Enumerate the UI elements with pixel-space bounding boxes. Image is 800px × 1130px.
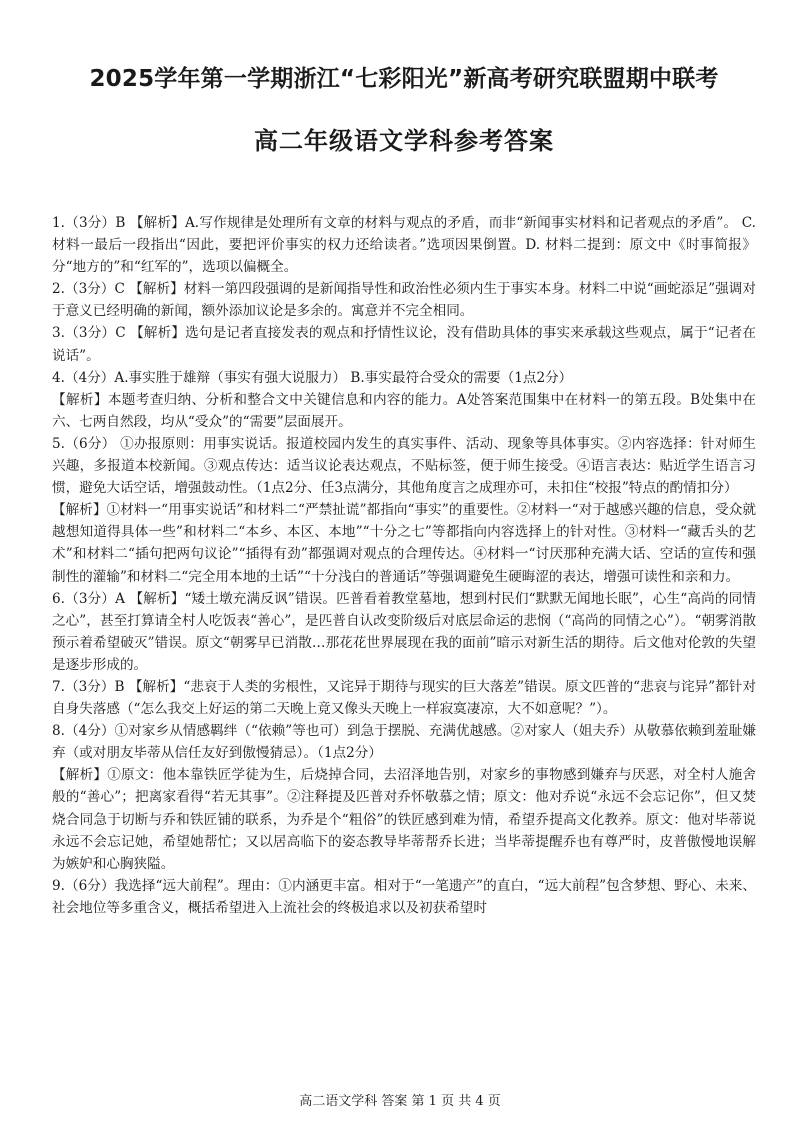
answer-paragraph: 6.（3分）A 【解析】“矮土墩充满反讽”错误。匹普看着教堂墓地，想到村民们“默默无闻地长眠”，心生“高尚的同情之心”，甚至打算请全村人吃饭表“善心”，是匹普自认改变阶级后对底层命运的悲悯（“高尚的同情之心”）。“朝雾消散预示着希望破灭”错误。原文“朝雾早已消散…那花花世界展现在我的面前”暗示对新生活的期待。后文他对伦敦的失望是逐步形成的。 [52, 590, 756, 673]
answer-paragraph: 【解析】①材料一“用事实说话”和材料二“严禁扯谎”都指向“事实”的重要性。②材料一“对于越感兴趣的信息，受众就越想知道得具体一些”和材料二“本乡、本区、本地”“十分之七”等都指向内容选择上的针对性。③材料一“藏舌头的艺术”和材料二“插句把两句议论”“插得有劲”都强调对观点的合理传达。④材料一“讨厌那种充满大话、空话的宣传和强制性的灌输”和材料二“完全用本地的土话”“十分浅白的普通话”等强调避免生硬晦涩的表达，增强可读性和亲和力。 [52, 502, 756, 585]
document-subtitle: 高二年级语文学科参考答案 [254, 127, 554, 155]
answer-list [52, 212, 756, 919]
answer-paragraph: 5.（6分） ①办报原则：用事实说话。报道校园内发生的真实事件、活动、现象等具体事实。②内容选择：针对师生兴趣，多报道本校新闻。③观点传达：适当议论表达观点，不贴标签，便于师生接受。④语言表达：贴近学生语言习惯，避免大话空话，增强鼓动性。（1点2分、任3点满分，其他角度言之成理亦可，未扣住“校报”特点的酌情扣分） [52, 435, 756, 497]
answer-paragraph: 【解析】①原文：他本靠铁匠学徒为生，后烧掉合同，去沼泽地告别，对家乡的事物感到嫌弃与厌恶，对全村人施舍般的“善心”；把离家看得“若无其事”。②注释提及匹普对乔怀敬慕之情；原文：他对乔说“永远不会忘记你”，但又焚烧合同急于切断与乔和铁匠铺的联系，为乔是个“粗俗”的铁匠感到难为情，希望乔提高文化教养。原文：他对毕蒂说永远不会忘记她，希望她帮忙；又以居高临下的姿态教导毕蒂帮乔长进；当毕蒂提醒乔也有尊严时，皮普傲慢地误解为嫉妒和心胸狭隘。 [52, 767, 756, 872]
answer-paragraph: 4.（4分）A.事实胜于雄辩（事实有强大说服力） B.事实最符合受众的需要（1点2分） [52, 369, 573, 386]
answer-paragraph: 【解析】本题考查归纳、分析和整合文中关键信息和内容的能力。A处答案范围集中在材料一的第五段。B处集中在六、七两自然段，均从“受众”的“需要”层面展开。 [52, 391, 756, 430]
answer-paragraph: 3.（3分）C 【解析】选句是记者直接发表的观点和抒情性议论，没有借助具体的事实来承载这些观点，属于“记者在说话”。 [52, 325, 756, 364]
page-footer: 高二语文学科 答案 第 1 页 共 4 页 [299, 1094, 501, 1109]
answer-paragraph: 1.（3分）B 【解析】A.写作规律是处理所有文章的材料与观点的矛盾，而非“新闻事实材料和记者观点的矛盾”。 C.材料一最后一段指出“因此，要把评价事实的权力还给读者。”选项因果倒置。D. 材料二提到：原文中《时事简报》分“地方的”和“红军的”，选项以偏概全。 [52, 215, 756, 276]
answer-paragraph: 2.（3分）C 【解析】材料一第四段强调的是新闻指导性和政治性必须内生于事实本身。材料二中说“画蛇添足”强调对于意义已经明确的新闻，额外添加议论是多余的。寓意并不完全相同。 [52, 281, 756, 320]
answer-paragraph: 7.（3分）B 【解析】“悲哀于人类的劣根性，又诧异于期待与现实的巨大落差”错误。原文匹普的“悲哀与诧异”都针对自身失落感（“怎么我交上好运的第二天晚上竟又像头天晚上一样寂寞凄凉，大不如意呢？”）。 [52, 678, 756, 718]
document-title: 2025学年第一学期浙江“七彩阳光”新高考研究联盟期中联考 [89, 66, 719, 92]
answer-paragraph: 8.（4分）①对家乡从情感羁绊（“依赖”等也可）到急于摆脱、充满优越感。②对家人（姐夫乔）从敬慕依赖到羞耻嫌弃（或对朋友毕蒂从信任友好到傲慢猜忌）。（1点2分） [52, 723, 756, 762]
answer-paragraph: 9.（6分）我选择“远大前程”。理由：①内涵更丰富。相对于“一笔遗产”的直白，“远大前程”包含梦想、野心、未来、社会地位等多重含义，概括希望进入上流社会的终极追求以及初获希望时 [52, 877, 756, 916]
